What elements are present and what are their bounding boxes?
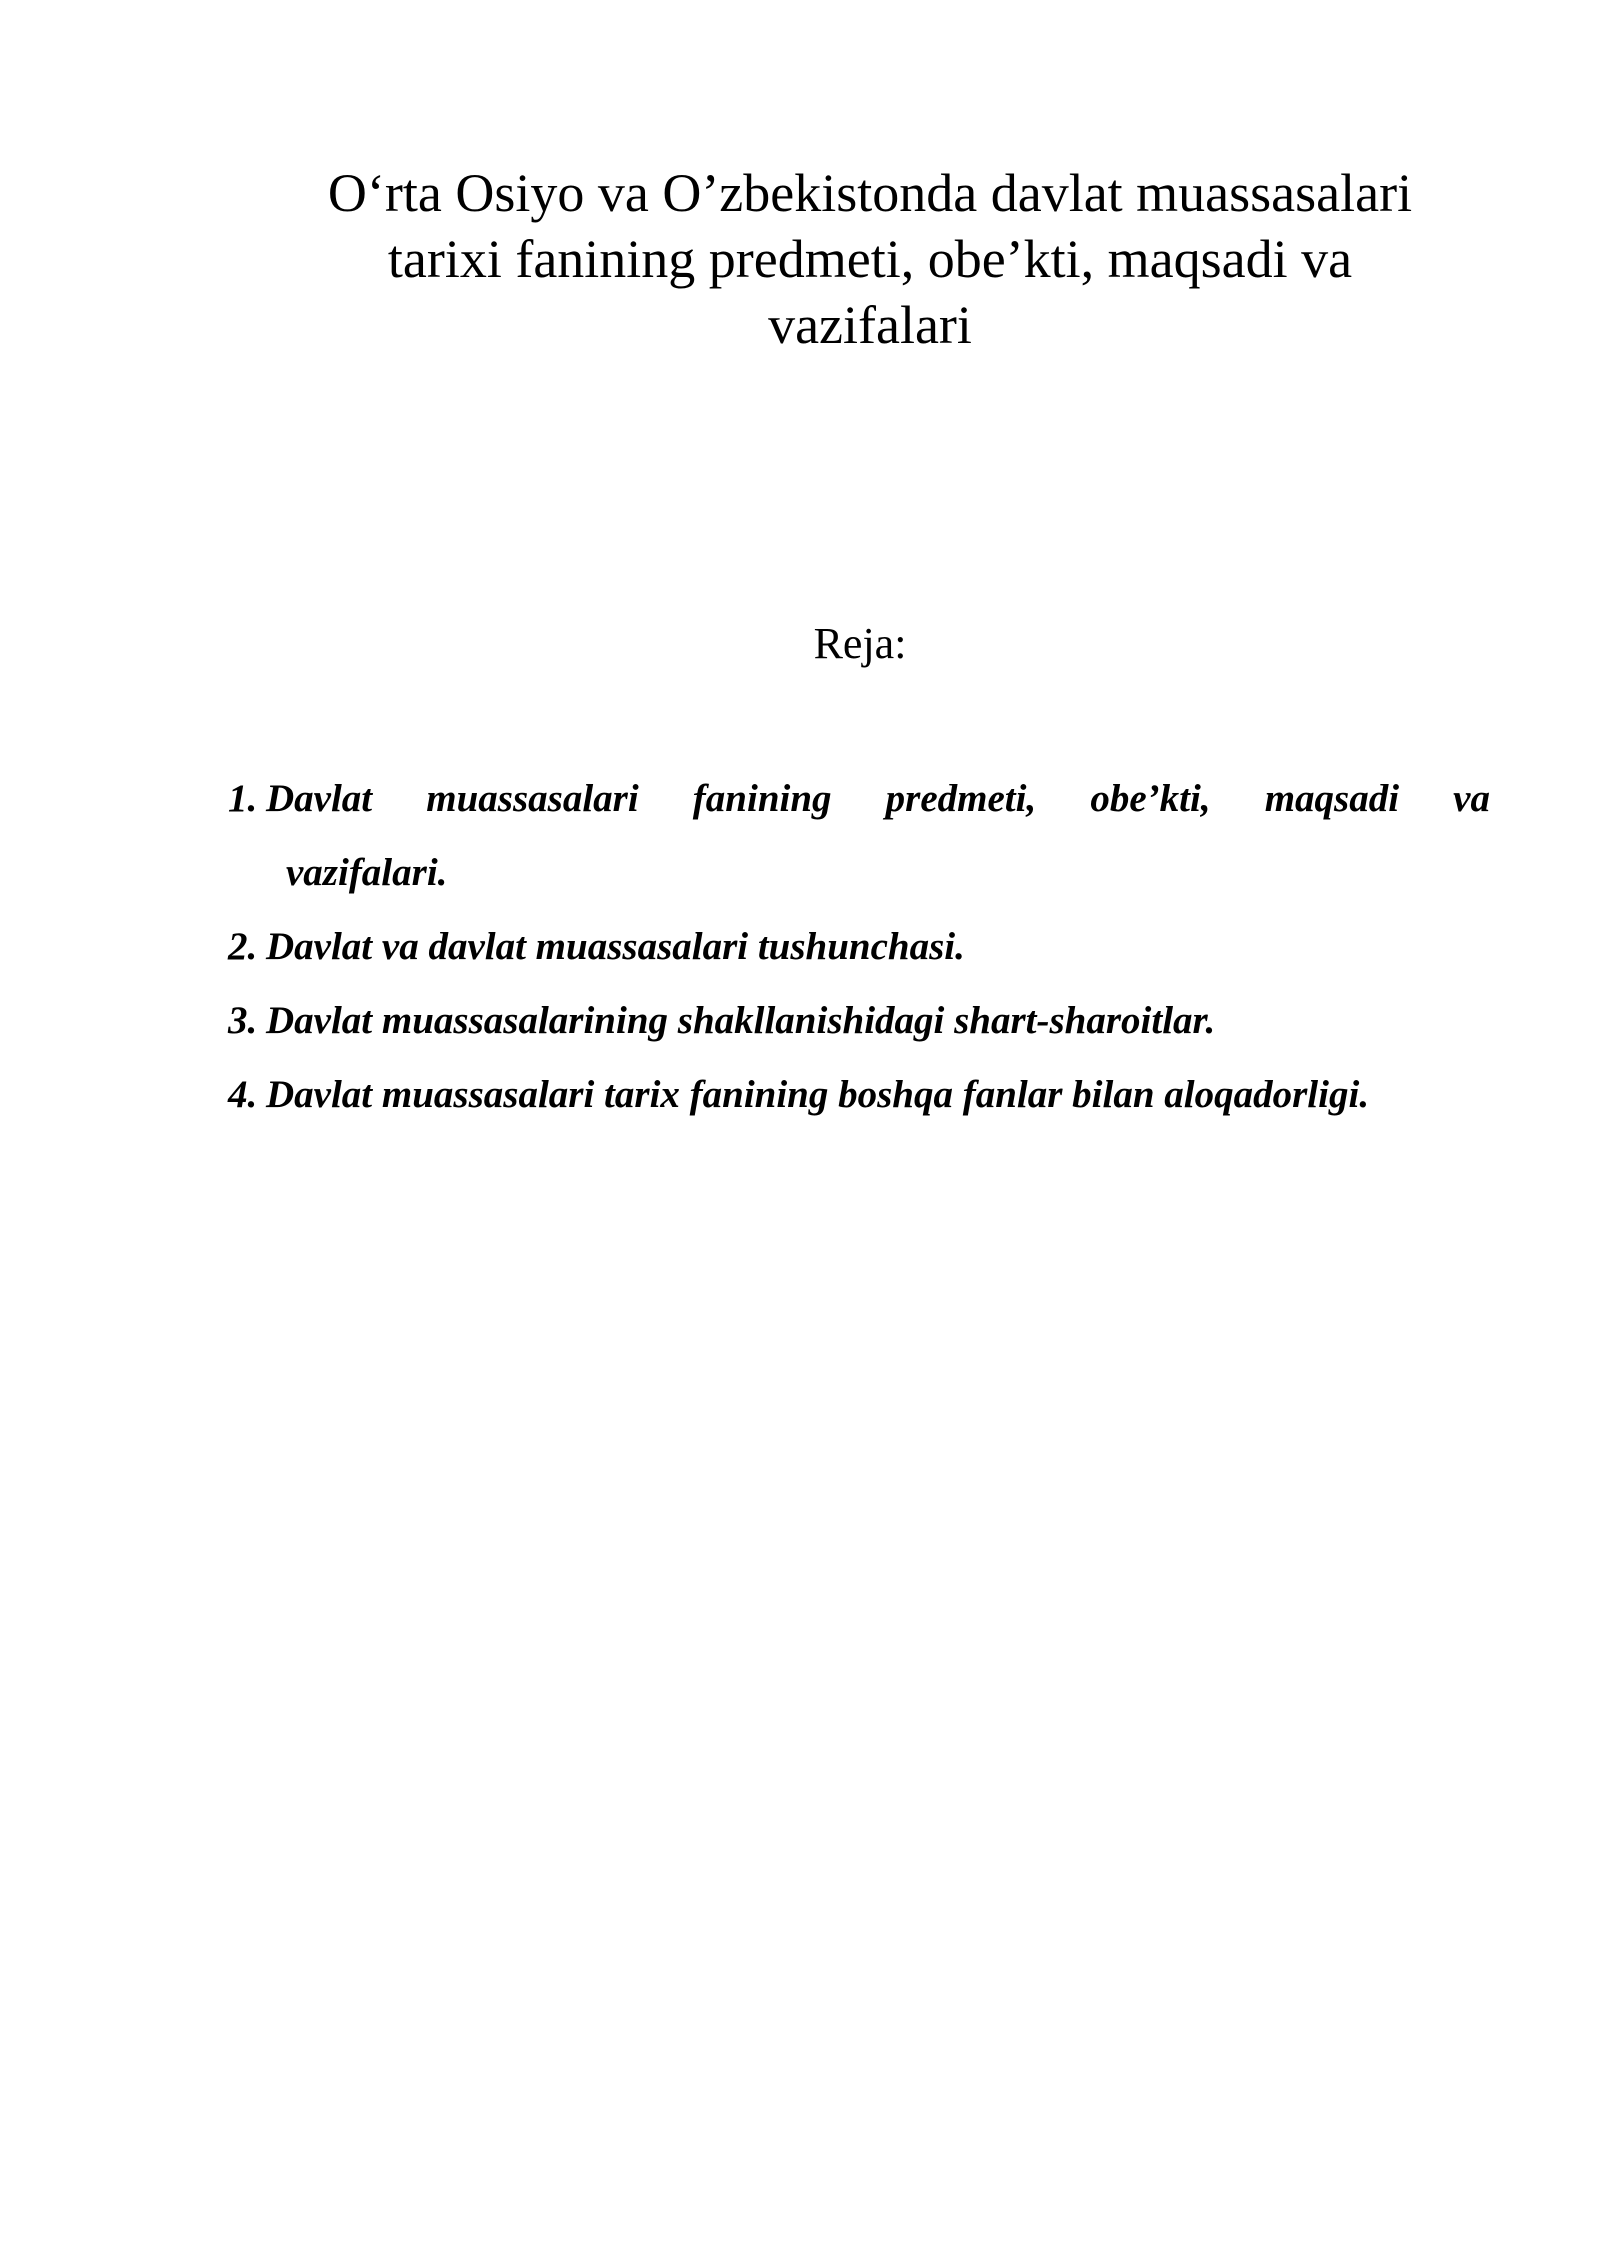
document-title bbox=[220, 160, 1520, 358]
plan-item-1 bbox=[228, 762, 1490, 910]
plan-item-text: Davlat muassasalarining shakllanishidagi shart-sharoitlar. bbox=[266, 999, 1216, 1042]
plan-item-number: 4. bbox=[228, 1073, 258, 1116]
title-line-3: vazifalari bbox=[768, 295, 972, 355]
plan-item-text: Davlat va davlat muassasalari tushunchasi. bbox=[266, 925, 965, 968]
plan-item-4 bbox=[228, 1058, 1490, 1132]
plan-item-text: Davlat muassasalari tarix fanining boshqa fanlar bilan aloqadorligi. bbox=[266, 1073, 1370, 1116]
plan-item-text-continuation: vazifalari. bbox=[286, 851, 448, 894]
plan-list bbox=[228, 762, 1490, 1132]
plan-heading: Reja: bbox=[813, 619, 907, 668]
plan-item-number: 1. bbox=[228, 777, 258, 820]
title-line-2: tarixi fanining predmeti, obe’kti, maqsadi va bbox=[387, 229, 1353, 289]
title-line-1: O‘rta Osiyo va O’zbekistonda davlat muassasalari bbox=[327, 163, 1413, 223]
plan-item-2 bbox=[228, 910, 1490, 984]
plan-item-3 bbox=[228, 984, 1490, 1058]
plan-item-number: 3. bbox=[228, 999, 258, 1042]
plan-item-number: 2. bbox=[228, 925, 258, 968]
plan-item-text: Davlat muassasalari fanining predmeti, obe’kti, maqsadi va bbox=[266, 777, 1490, 820]
